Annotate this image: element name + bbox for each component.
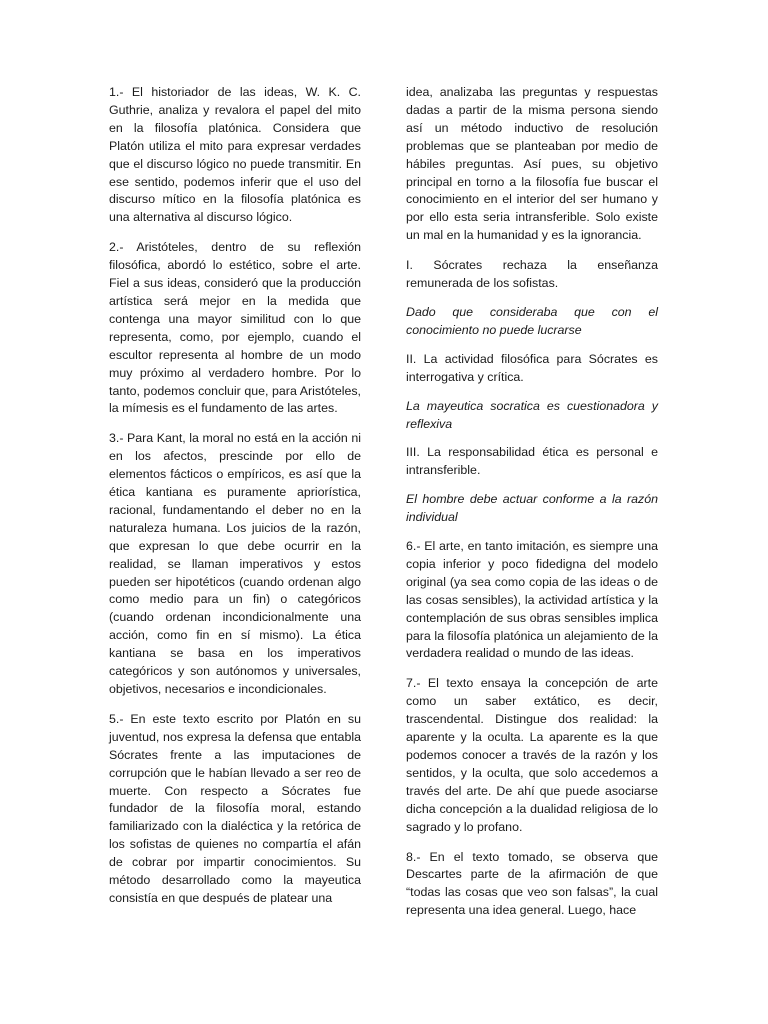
paragraph-2: 2.- Aristóteles, dentro de su reflexión filosófica, abordó lo estético, sobre el arte. Fiel a sus ideas, consideró que la producción artística será mejor en la medida que contenga una mayor similitud con lo que representa, como, por ejemplo, cuando el escultor representa al hombre de un modo muy próximo al verdadero hombre. Por lo tanto, podemos concluir que, para Aristóteles, la mímesis es el fundamento de las artes. — [109, 240, 361, 416]
left-column — [109, 84, 361, 920]
statement-3: III. La responsabilidad ética es personal e intransferible. — [406, 445, 658, 478]
right-column — [406, 84, 658, 932]
statement-2: II. La actividad filosófica para Sócrates es interrogativa y crítica. — [406, 351, 658, 384]
paragraph-6: 6.- El arte, en tanto imitación, es siempre una copia inferior y poco fidedigna del modelo original (ya sea como copia de las ideas o de las cosas sensibles), la actividad artística y la contemplación de sus obras sensibles implica para la filosofía platónica un alejamiento de la verdadera realidad o mundo de las ideas. — [406, 539, 658, 661]
paragraph-5: 5.- En este texto escrito por Platón en su juventud, nos expresa la defensa que entabla Sócrates frente a las imputaciones de corrupción que le habían llevado a ser reo de muerte. Con respecto a Sócrates fue fundador de la filosofía moral, estando familiarizado con la dialéctica y la retórica de los sofistas de quienes no compartía el afán de cobrar por impartir conocimientos. Su método desarrollado como la mayeutica consistía en que después de platear una — [109, 711, 361, 905]
statement-3-answer: El hombre debe actuar conforme a la razón individual — [406, 492, 658, 525]
paragraph-5-continued: idea, analizaba las preguntas y respuestas dadas a partir de la misma persona siendo así un método inductivo de resolución problemas que se planteaban por medio de hábiles preguntas. Así pues, su objetivo principal en torno a la filosofía fue buscar el conocimiento en el interior del ser humano y por ello esta seria intransferible. Solo existe un mal en la humanidad y es la ignorancia. — [406, 85, 658, 243]
statement-1-answer: Dado que consideraba que con el conocimiento no puede lucrarse — [406, 304, 658, 337]
paragraph-7: 7.- El texto ensaya la concepción de arte como un saber extático, es decir, trascendental. Distingue dos realidad: la aparente y la oculta. La aparente es la que podemos conocer a través de la razón y los sentidos, y la oculta, que solo accedemos a través del arte. De ahí que puede asociarse dicha concepción a la dualidad religiosa de lo sagrado y lo profano. — [406, 676, 658, 834]
paragraph-1: 1.- El historiador de las ideas, W. K. C. Guthrie, analiza y revalora el papel del mito en la filosofía platónica. Considera que Platón utiliza el mito para expresar verdades que el discurso lógico no puede transmitir. En ese sentido, podemos inferir que el uso del discurso mítico en la filosofía platónica es una alternativa al discurso lógico. — [109, 85, 361, 225]
statement-1: I. Sócrates rechaza la enseñanza remunerada de los sofistas. — [406, 258, 658, 291]
statement-2-answer: La mayeutica socratica es cuestionadora y reflexiva — [406, 398, 658, 431]
paragraph-3: 3.- Para Kant, la moral no está en la acción ni en los afectos, prescinde por ello de elementos fácticos o empíricos, es así que la ética kantiana es puramente apriorística, racional, fundamentando el deber no en la naturaleza humana. Los juicios de la razón, que expresan lo que debe ocurrir en la realidad, se llaman imperativos y estos pueden ser hipotéticos (cuando ordenan algo como medio para un fin) o categóricos (cuando ordenan incondicionalmente una acción, como fin en sí mismo). La ética kantiana se basa en los imperativos categóricos y son autónomos y universales, objetivos, necesarios e incondicionales. — [109, 431, 361, 696]
paragraph-8: 8.- En el texto tomado, se observa que Descartes parte de la afirmación de que “todas las cosas que veo son falsas”, la cual representa una idea general. Luego, hace — [406, 849, 658, 918]
